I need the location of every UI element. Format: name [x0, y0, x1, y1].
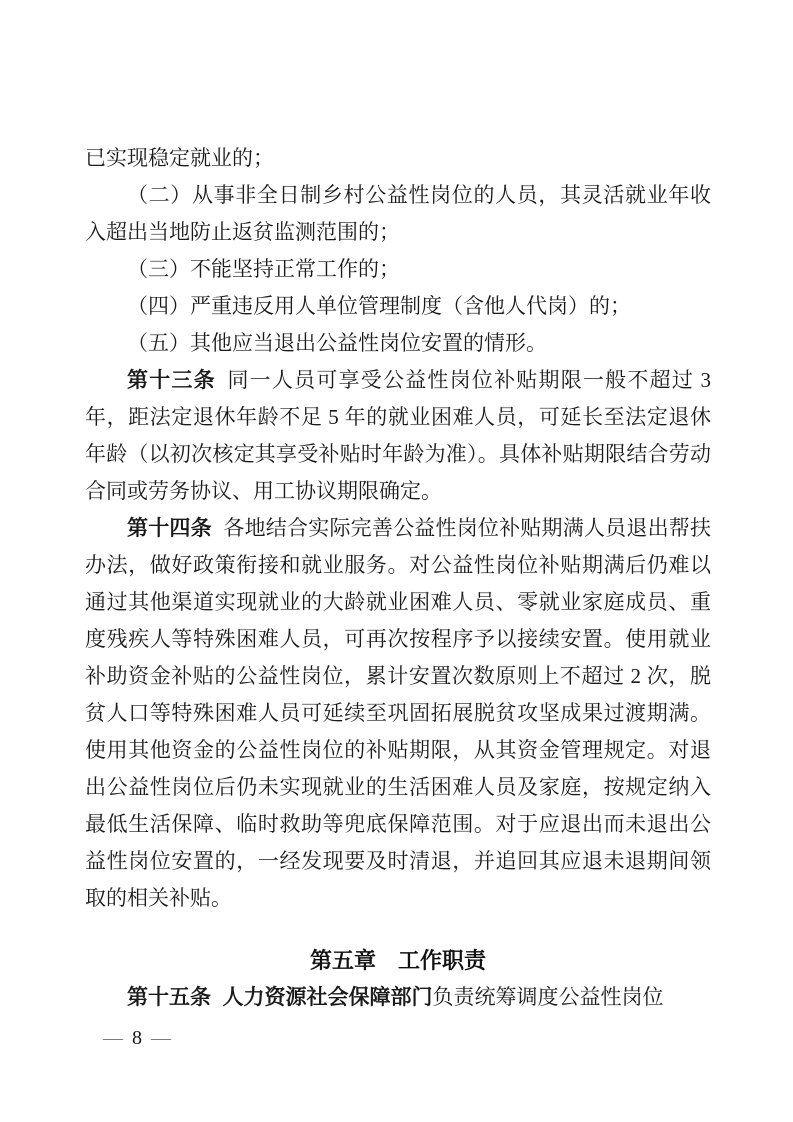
article-14-number: 第十四条	[127, 516, 212, 540]
paragraph-clause-5: （五）其他应当退出公益性岗位安置的情形。	[127, 331, 547, 355]
article-14-text: 各地结合实际完善公益性岗位补贴期满人员退出帮扶办法，做好政策衔接和就业服务。对公益性岗位补贴期满后仍难以通过其他渠道实现就业的大龄就业困难人员、零就业家庭成员、重度残疾人等特殊困难人员，可再次按程序予以接续安置。使用就业补助资金补贴的公益性岗位，累计安置次数原则上不超过 2 次，脱贫人口等特殊困难人员可延续至巩固拓展脱贫攻坚成果过渡期满。使用其他资金的公益性岗位的补贴期限，从其资金管理规定。对退出公益性岗位后仍未实现就业的生活困难人员及家庭，按规定纳入最低生活保障、临时救助等兜底保障范围。对于应退出而未退出公益性岗位安置的，一经发现要及时清退，并追回其应退未退期间领取的相关补贴。	[85, 516, 712, 910]
article-15-subject: 人力资源社会保障部门	[222, 985, 433, 1009]
document-body	[85, 140, 711, 1016]
article-13-number: 第十三条	[127, 368, 216, 392]
paragraph-clause-2: （二）从事非全日制乡村公益性岗位的人员，其灵活就业年收入超出当地防止返贫监测范围的；	[85, 183, 711, 244]
footer-right-dash: —	[151, 1027, 171, 1049]
chapter-5-heading: 第五章 工作职责	[309, 948, 486, 973]
paragraph-clause-3: （三）不能坚持正常工作的；	[127, 257, 400, 281]
page-footer	[103, 1024, 171, 1052]
paragraph-article-14	[85, 510, 711, 917]
paragraph-clause-4: （四）严重违反用人单位管理制度（含他人代岗）的；	[127, 294, 631, 318]
article-15-text: 负责统筹调度公益性岗位	[432, 985, 664, 1009]
paragraph-article-15	[85, 979, 711, 1016]
page-number: 8	[132, 1027, 142, 1049]
paragraph-article-13	[85, 362, 711, 510]
article-15-number: 第十五条	[127, 985, 211, 1009]
article-13-text: 同一人员可享受公益性岗位补贴期限一般不超过 3 年，距法定退休年龄不足 5 年的就业困难人员，可延长至法定退休年龄（以初次核定其享受补贴时年龄为准）。具体补贴期限结合劳动合同或劳务协议、用工协议期限确定。	[85, 368, 712, 503]
footer-left-dash: —	[103, 1027, 123, 1049]
paragraph-continuation: 已实现稳定就业的；	[85, 146, 274, 170]
